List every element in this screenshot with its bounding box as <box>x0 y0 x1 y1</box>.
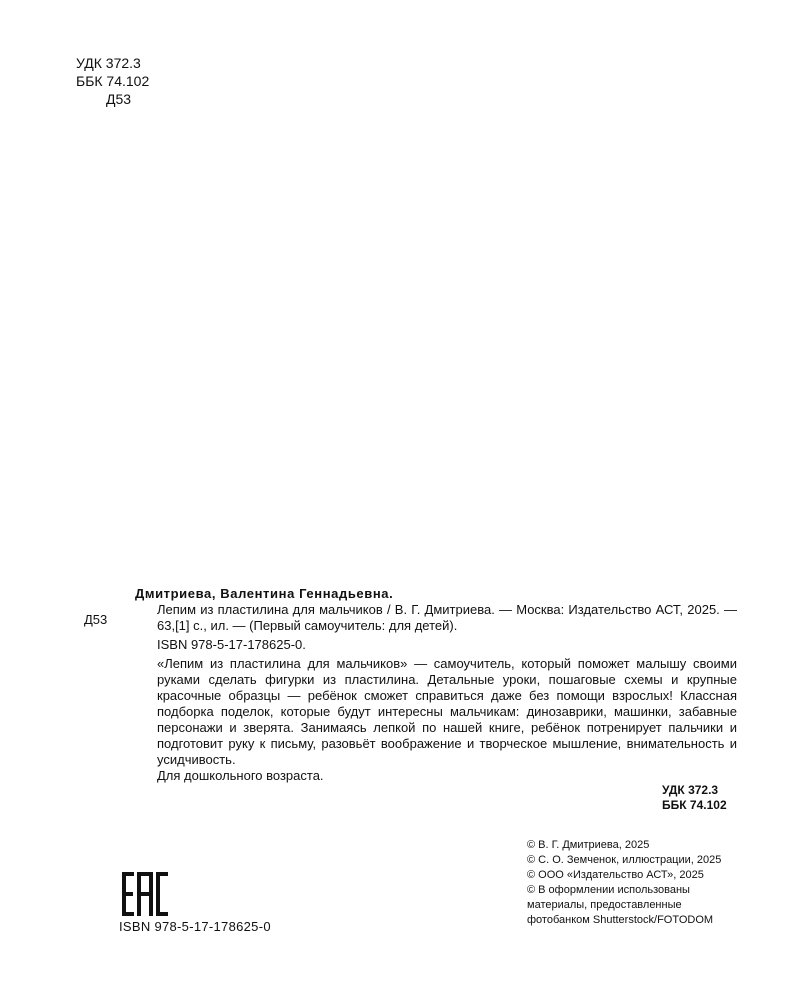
copyright-design-line1: © В оформлении использованы <box>527 884 690 896</box>
copyright-design-line3: фотобанком Shutterstock/FOTODOM <box>527 914 714 926</box>
book-description: Лепим из пластилина для мальчиков / В. Г. Дмитриева. — Москва: Издательство АСТ, 2025. — 63,[1] с., ил. — (Первый самоучитель: для детей). <box>157 602 737 633</box>
eac-certification-icon <box>121 872 169 916</box>
copyright-publisher: © ООО «Издательство АСТ», 2025 <box>527 869 704 881</box>
udk-code: УДК 372.3 <box>76 55 141 71</box>
bbk-code-bold: ББК 74.102 <box>662 798 727 812</box>
right-classification-codes <box>662 783 727 813</box>
bibliographic-author-mark: Д53 <box>84 612 108 627</box>
author-mark: Д53 <box>106 91 132 107</box>
annotation-text: «Лепим из пластилина для мальчиков» — самоучитель, который поможет малышу своими руками сделать фигурки из пластилина. Детальные уроки, пошаговые схемы и крупные красочные образцы — ребёнок сможет справиться даже без помощи взрослых! Классная подборка поделок, которые будут интересны мальчикам: динозаврики, машинки, забавные персонажи и зверята. Занимаясь лепкой по нашей книге, ребёнок потренирует пальчики и подготовит руку к письму, разовьёт воображение и творческое мышление, внимательность и усидчивость. <box>157 656 737 767</box>
bottom-isbn: ISBN 978-5-17-178625-0 <box>119 919 271 934</box>
isbn-line: ISBN 978-5-17-178625-0. <box>157 637 306 652</box>
bbk-code: ББК 74.102 <box>76 73 150 89</box>
top-classification-codes <box>76 54 149 108</box>
udk-code-bold: УДК 372.3 <box>662 783 719 797</box>
author-name: Дмитриева, Валентина Геннадьевна. <box>135 586 394 601</box>
age-rating: Для дошкольного возраста. <box>157 768 324 783</box>
copyright-author: © В. Г. Дмитриева, 2025 <box>527 839 650 851</box>
bibliographic-record <box>135 586 737 784</box>
copyright-block <box>527 838 787 928</box>
copyright-illustrator: © С. О. Земченок, иллюстрации, 2025 <box>527 854 722 866</box>
copyright-design-line2: материалы, предоставленные <box>527 899 682 911</box>
